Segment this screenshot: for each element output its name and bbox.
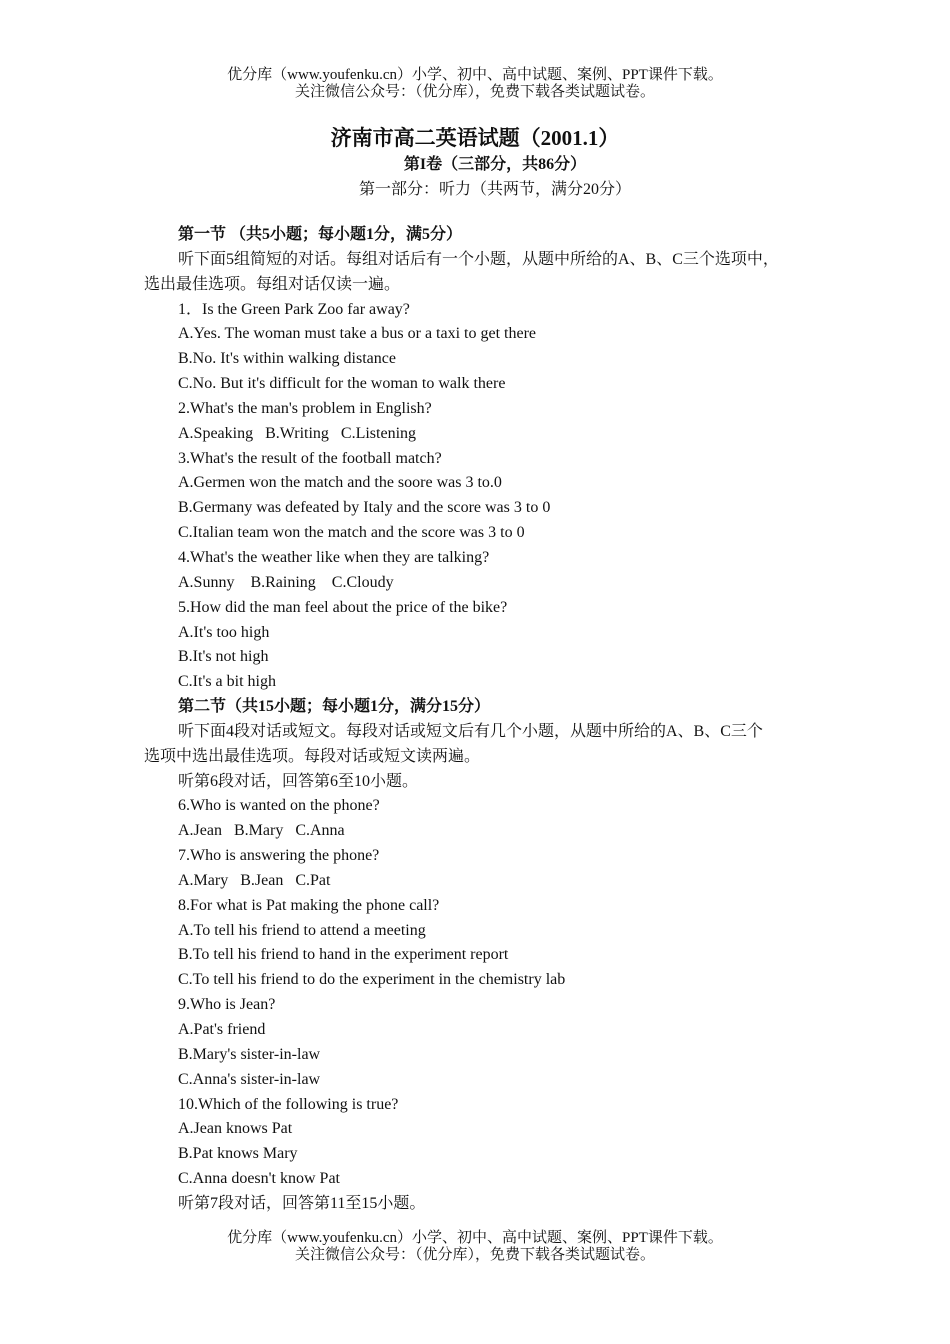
option-9b: B.Mary's sister-in-law: [178, 1045, 321, 1063]
footer-line-1: 优分库（www.youfenku.cn）小学、初中、高中试题、案例、PPT课件下载。: [227, 1230, 723, 1246]
exam-title: 济南市高二英语试题（2001.1）: [330, 126, 620, 150]
option-9a: A.Pat's friend: [178, 1021, 266, 1038]
question-2: 2.What's the man's problem in English?: [178, 399, 432, 417]
section2-instruction-cont: 选项中选出最佳选项。每段对话或短文读两遍。: [144, 747, 481, 765]
section2-heading: 第二节（共15小题；每小题1分，满分15分）: [178, 698, 491, 716]
option-1b: B.No. It's within walking distance: [178, 350, 396, 368]
section2-instruction: 听下面4段对话或短文。每段对话或短文后有几个小题，从题中所给的A、B、C三个: [178, 722, 763, 740]
option-5a: A.It's too high: [178, 623, 270, 641]
page-footer: [0, 1230, 950, 1264]
exam-subtitle: 第I卷（三部分，共86分）: [403, 156, 587, 173]
option-10a: A.Jean knows Pat: [178, 1120, 293, 1138]
option-3c: C.Italian team won the match and the score was 3 to 0: [178, 524, 525, 542]
option-10c: C.Anna doesn't know Pat: [178, 1170, 340, 1188]
option-3b: B.Germany was defeated by Italy and the score was 3 to 0: [178, 499, 551, 517]
question-7: 7.Who is answering the phone?: [178, 847, 380, 865]
option-8a: A.To tell his friend to attend a meeting: [178, 921, 426, 939]
section1-instruction: 听下面5组简短的对话。每组对话后有一个小题，从题中所给的A、B、C三个选项中，: [178, 250, 779, 268]
question-9: 9.Who is Jean?: [178, 996, 276, 1014]
options-6: A.Jean B.Mary C.Anna: [178, 822, 345, 840]
header-line-2: 关注微信公众号：（优分库），免费下载各类试题试卷。: [294, 84, 655, 100]
option-8c: C.To tell his friend to do the experiment in the chemistry lab: [178, 971, 566, 989]
question-1: 1．Is the Green Park Zoo far away?: [178, 300, 410, 318]
question-6: 6.Who is wanted on the phone?: [178, 797, 380, 815]
option-9c: C.Anna's sister-in-law: [178, 1070, 321, 1088]
page-header: [0, 67, 950, 101]
header-line-1: 优分库（www.youfenku.cn）小学、初中、高中试题、案例、PPT课件下载。: [227, 67, 723, 83]
question-4: 4.What's the weather like when they are talking?: [178, 548, 490, 566]
option-1c: C.No. But it's difficult for the woman to walk there: [178, 375, 506, 393]
dialog-7-label: 听第7段对话，回答第11至15小题。: [178, 1194, 426, 1212]
exam-content: [144, 223, 824, 1217]
section1-instruction-cont: 选出最佳选项。每组对话仅读一遍。: [144, 275, 401, 293]
option-10b: B.Pat knows Mary: [178, 1145, 298, 1163]
options-7: A.Mary B.Jean C.Pat: [178, 871, 331, 889]
options-4: A.Sunny B.Raining C.Cloudy: [178, 573, 394, 591]
question-3: 3.What's the result of the football match?: [178, 449, 442, 467]
dialog-6-label: 听第6段对话，回答第6至10小题。: [178, 772, 419, 790]
part-label: 第一部分：听力（共两节，满分20分）: [358, 181, 631, 198]
section1-heading: 第一节 （共5小题；每小题1分，满5分）: [178, 226, 463, 243]
options-2: A.Speaking B.Writing C.Listening: [178, 424, 417, 442]
question-10: 10.Which of the following is true?: [178, 1095, 399, 1113]
question-8: 8.For what is Pat making the phone call?: [178, 896, 440, 914]
option-3a: A.Germen won the match and the soore was 3 to.0: [178, 474, 502, 492]
option-5c: C.It's a bit high: [178, 673, 276, 691]
option-8b: B.To tell his friend to hand in the experiment report: [178, 946, 509, 964]
option-1a: A.Yes. The woman must take a bus or a taxi to get there: [178, 325, 537, 343]
question-5: 5.How did the man feel about the price of the bike?: [178, 598, 508, 616]
option-5b: B.It's not high: [178, 648, 269, 666]
footer-line-2: 关注微信公众号：（优分库），免费下载各类试题试卷。: [294, 1247, 655, 1263]
